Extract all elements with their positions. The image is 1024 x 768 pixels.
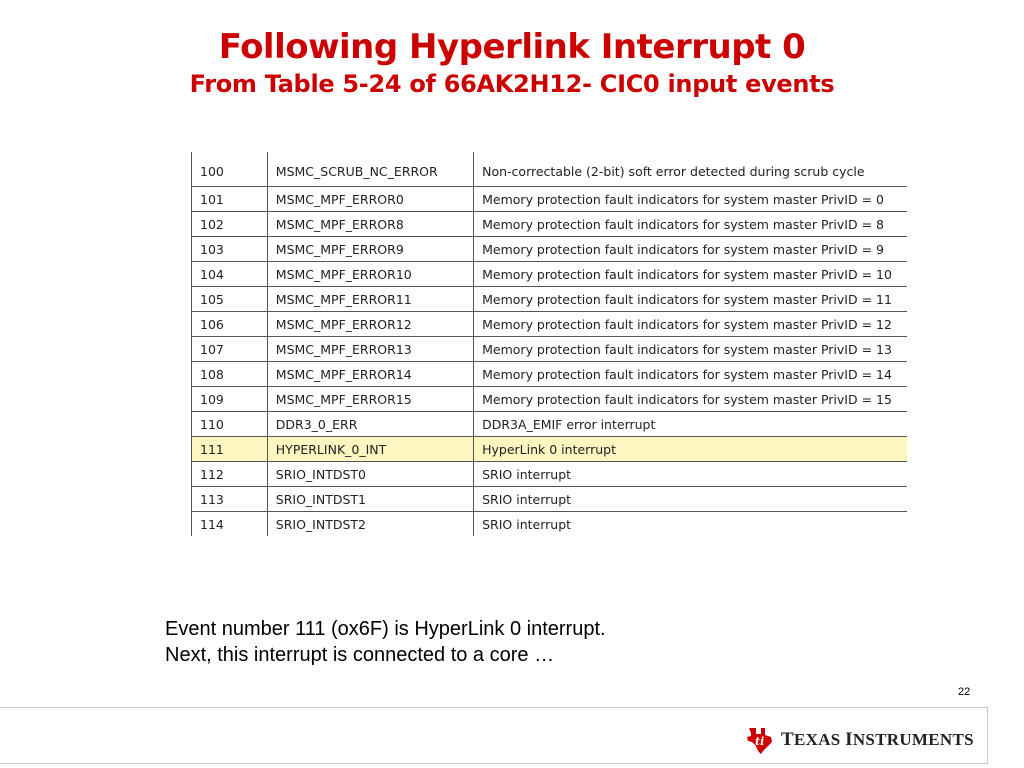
event-number: 100 bbox=[192, 152, 268, 187]
slide-title: Following Hyperlink Interrupt 0 bbox=[218, 27, 806, 67]
event-description: Memory protection fault indicators for system master PrivID = 9 bbox=[474, 237, 907, 262]
event-number: 108 bbox=[192, 362, 268, 387]
event-name: MSMC_MPF_ERROR13 bbox=[267, 337, 473, 362]
event-number: 113 bbox=[192, 487, 268, 512]
table-row bbox=[192, 262, 908, 287]
event-name: SRIO_INTDST1 bbox=[267, 487, 473, 512]
event-name: MSMC_MPF_ERROR10 bbox=[267, 262, 473, 287]
table-row bbox=[192, 412, 908, 437]
body-line-2: Next, this interrupt is connected to a core … bbox=[165, 644, 555, 666]
svg-text:ti: ti bbox=[755, 735, 765, 748]
event-name: MSMC_MPF_ERROR0 bbox=[267, 187, 473, 212]
footer-bar bbox=[0, 707, 988, 764]
event-name: MSMC_MPF_ERROR14 bbox=[267, 362, 473, 387]
event-description: Memory protection fault indicators for system master PrivID = 12 bbox=[474, 312, 907, 337]
table-row bbox=[192, 187, 908, 212]
event-description: Memory protection fault indicators for system master PrivID = 11 bbox=[474, 287, 907, 312]
title-block bbox=[0, 26, 1024, 100]
texas-instruments-logo bbox=[745, 725, 974, 755]
event-description: Memory protection fault indicators for system master PrivID = 15 bbox=[474, 387, 907, 412]
event-description: DDR3A_EMIF error interrupt bbox=[474, 412, 907, 437]
table-row bbox=[192, 237, 908, 262]
page-number: 22 bbox=[958, 686, 971, 698]
event-description: Memory protection fault indicators for system master PrivID = 14 bbox=[474, 362, 907, 387]
event-description: HyperLink 0 interrupt bbox=[474, 437, 907, 462]
event-number: 103 bbox=[192, 237, 268, 262]
table-row bbox=[192, 312, 908, 337]
event-number: 109 bbox=[192, 387, 268, 412]
slide-subtitle: From Table 5-24 of 66AK2H12- CIC0 input events bbox=[189, 70, 835, 98]
event-number: 112 bbox=[192, 462, 268, 487]
event-table bbox=[191, 152, 907, 536]
event-name: HYPERLINK_0_INT bbox=[267, 437, 473, 462]
event-description: Memory protection fault indicators for system master PrivID = 13 bbox=[474, 337, 907, 362]
table-row bbox=[192, 287, 908, 312]
ti-texas-state-logo-icon bbox=[745, 725, 775, 755]
event-number: 101 bbox=[192, 187, 268, 212]
event-number: 110 bbox=[192, 412, 268, 437]
table-row bbox=[192, 212, 908, 237]
event-number: 114 bbox=[192, 512, 268, 537]
table-row bbox=[192, 152, 908, 187]
event-name: DDR3_0_ERR bbox=[267, 412, 473, 437]
event-name: MSMC_MPF_ERROR12 bbox=[267, 312, 473, 337]
event-number: 106 bbox=[192, 312, 268, 337]
table-row bbox=[192, 462, 908, 487]
event-name: MSMC_MPF_ERROR9 bbox=[267, 237, 473, 262]
event-name: MSMC_SCRUB_NC_ERROR bbox=[267, 152, 473, 187]
event-name: SRIO_INTDST2 bbox=[267, 512, 473, 537]
highlighted-table-row bbox=[192, 437, 908, 462]
brand-name: TEXAS INSTRUMENTS bbox=[781, 729, 974, 750]
event-name: MSMC_MPF_ERROR11 bbox=[267, 287, 473, 312]
table-row bbox=[192, 512, 908, 537]
event-name: SRIO_INTDST0 bbox=[267, 462, 473, 487]
event-description: Memory protection fault indicators for system master PrivID = 8 bbox=[474, 212, 907, 237]
table-row bbox=[192, 487, 908, 512]
event-description: SRIO interrupt bbox=[474, 462, 907, 487]
event-description: SRIO interrupt bbox=[474, 487, 907, 512]
body-line-1: Event number 111 (ox6F) is HyperLink 0 interrupt. bbox=[165, 618, 606, 640]
event-number: 111 bbox=[192, 437, 268, 462]
table-row bbox=[192, 387, 908, 412]
event-description: Memory protection fault indicators for system master PrivID = 10 bbox=[474, 262, 907, 287]
event-name: MSMC_MPF_ERROR15 bbox=[267, 387, 473, 412]
event-number: 105 bbox=[192, 287, 268, 312]
table-row bbox=[192, 362, 908, 387]
event-number: 102 bbox=[192, 212, 268, 237]
event-name: MSMC_MPF_ERROR8 bbox=[267, 212, 473, 237]
event-number: 104 bbox=[192, 262, 268, 287]
event-description: SRIO interrupt bbox=[474, 512, 907, 537]
body-text bbox=[165, 616, 606, 668]
event-description: Memory protection fault indicators for system master PrivID = 0 bbox=[474, 187, 907, 212]
event-number: 107 bbox=[192, 337, 268, 362]
event-description: Non-correctable (2-bit) soft error detected during scrub cycle bbox=[474, 152, 907, 187]
table-row bbox=[192, 337, 908, 362]
